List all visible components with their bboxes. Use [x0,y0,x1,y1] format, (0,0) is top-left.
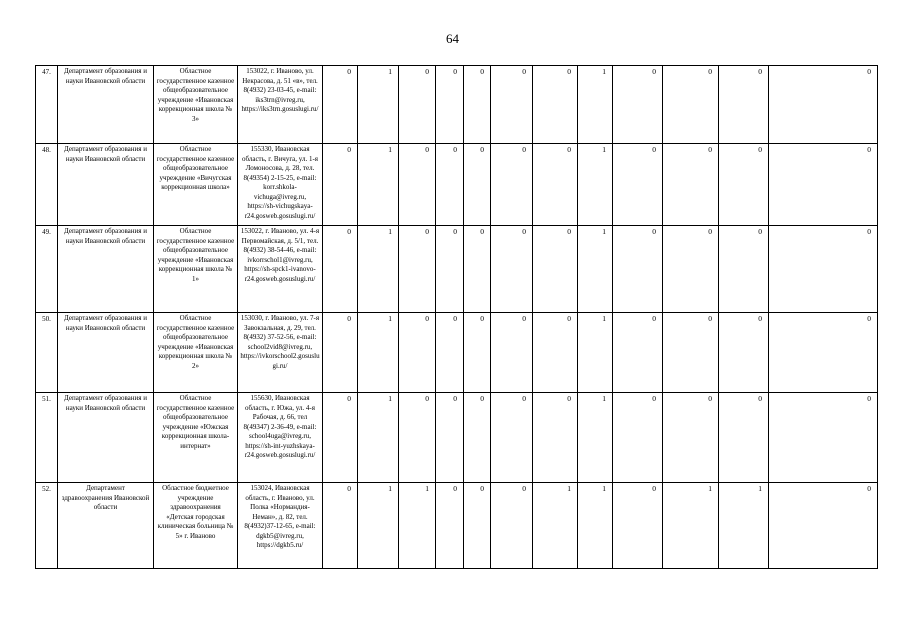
value-cell: 0 [663,313,719,393]
value-cell: 1 [358,313,399,393]
value-cell: 0 [719,313,769,393]
table-row [36,66,878,144]
value-cell: 0 [491,226,533,313]
value-cell: 0 [436,66,464,144]
value-cell: 0 [436,393,464,483]
table-body [36,66,878,569]
value-cell: 0 [323,226,358,313]
value-cell: 0 [464,226,491,313]
value-cell: 0 [533,144,578,226]
value-cell: 0 [399,226,436,313]
founder-cell: Департамент здравоохранения Ивановской области [58,483,154,569]
value-cell: 1 [578,313,613,393]
value-cell: 0 [399,393,436,483]
value-cell: 0 [719,226,769,313]
value-cell: 0 [491,393,533,483]
contacts-cell: 153024, Ивановская область, г. Иваново, ул. Полка «Нормандия-Неман», д. 82, тел. 8(4932)37-12-65, e-mail: dgkb5@ivreg.ru, https://dgkb5.ru/ [238,483,323,569]
value-cell: 1 [719,483,769,569]
value-cell: 0 [533,313,578,393]
value-cell: 1 [358,66,399,144]
contacts-cell: 153022, г. Иваново, ул. 4-я Первомайская, д. 5/1, тел. 8(4932) 38-54-46, e-mail: ivkorrschol1@ivreg.ru, https://sh-spck1-ivanovo-r24.gosweb.gosuslugi.ru/ [238,226,323,313]
value-cell: 0 [769,226,878,313]
value-cell: 0 [613,313,663,393]
value-cell: 0 [491,483,533,569]
value-cell: 0 [613,483,663,569]
value-cell: 0 [719,144,769,226]
value-cell: 1 [358,483,399,569]
contacts-cell: 153030, г. Иваново, ул. 7-я Завокзальная, д. 29, тел. 8(4932) 37-52-56, e-mail: school2vid8@ivreg.ru, https://ivkorschool2.gosuslugi.ru/ [238,313,323,393]
founder-cell: Департамент образования и науки Ивановской области [58,66,154,144]
value-cell: 0 [491,313,533,393]
page-number: 64 [446,31,459,46]
row-number-cell: 47. [36,66,58,144]
value-cell: 0 [491,66,533,144]
value-cell: 0 [464,313,491,393]
contacts-cell: 153022, г. Иваново, ул. Некрасова, д. 51 «в», тел. 8(4932) 23-03-45, e-mail: iks3trn@ivreg.ru, https://iks3trn.gosuslugi.ru/ [238,66,323,144]
value-cell: 0 [769,483,878,569]
row-number-cell: 50. [36,313,58,393]
value-cell: 0 [436,226,464,313]
value-cell: 0 [663,66,719,144]
value-cell: 0 [464,66,491,144]
table-row [36,483,878,569]
value-cell: 0 [533,226,578,313]
value-cell: 0 [399,66,436,144]
value-cell: 0 [613,226,663,313]
value-cell: 0 [769,66,878,144]
founder-cell: Департамент образования и науки Ивановской области [58,393,154,483]
table-row [36,144,878,226]
founder-cell: Департамент образования и науки Ивановской области [58,144,154,226]
value-cell: 1 [533,483,578,569]
value-cell: 0 [464,483,491,569]
value-cell: 0 [323,144,358,226]
table-row [36,313,878,393]
institutions-table [35,65,878,569]
value-cell: 0 [436,144,464,226]
contacts-cell: 155330, Ивановская область, г. Вичуга, ул. 1-я Ломоносова, д. 28, тел. 8(49354) 2-15-25, e-mail: korr.shkola-vichuga@ivreg.ru, https://sh-vichugskaya-r24.gosweb.gosuslugi.ru/ [238,144,323,226]
value-cell: 1 [399,483,436,569]
institution-cell: Областное бюджетное учреждение здравоохранения «Детская городская клиническая больница № 5» г. Иваново [154,483,238,569]
value-cell: 0 [436,483,464,569]
value-cell: 1 [358,144,399,226]
value-cell: 0 [399,313,436,393]
row-number-cell: 52. [36,483,58,569]
institution-cell: Областное государственное казенное общеобразовательное учреждение «Ивановская коррекционная школа № 3» [154,66,238,144]
value-cell: 0 [323,393,358,483]
value-cell: 0 [719,393,769,483]
value-cell: 0 [323,483,358,569]
value-cell: 1 [358,393,399,483]
row-number-cell: 51. [36,393,58,483]
contacts-cell: 155630, Ивановская область, г. Южа, ул. 4-я Рабочая, д. 66, тел 8(49347) 2-36-49, e-mail: school4uga@ivreg.ru, https://sh-int-yuzhskaya-r24.gosweb.gosuslugi.ru/ [238,393,323,483]
table-row [36,226,878,313]
value-cell: 0 [464,393,491,483]
value-cell: 0 [399,144,436,226]
value-cell: 0 [769,313,878,393]
value-cell: 0 [436,313,464,393]
institution-cell: Областное государственное казенное общеобразовательное учреждение «Ивановская коррекционная школа № 1» [154,226,238,313]
value-cell: 0 [533,66,578,144]
value-cell: 0 [464,144,491,226]
value-cell: 1 [578,66,613,144]
value-cell: 0 [613,66,663,144]
founder-cell: Департамент образования и науки Ивановской области [58,226,154,313]
table-row [36,393,878,483]
value-cell: 1 [663,483,719,569]
value-cell: 0 [769,393,878,483]
value-cell: 1 [578,144,613,226]
value-cell: 1 [358,226,399,313]
value-cell: 0 [719,66,769,144]
value-cell: 0 [323,66,358,144]
value-cell: 0 [533,393,578,483]
value-cell: 0 [323,313,358,393]
institution-cell: Областное государственное казенное общеобразовательное учреждение «Вичугская коррекционная школа» [154,144,238,226]
value-cell: 0 [491,144,533,226]
value-cell: 0 [663,393,719,483]
institution-cell: Областное государственное казенное общеобразовательное учреждение «Южская коррекционная школа-интернат» [154,393,238,483]
value-cell: 1 [578,226,613,313]
value-cell: 1 [578,393,613,483]
value-cell: 0 [663,226,719,313]
row-number-cell: 48. [36,144,58,226]
value-cell: 0 [613,144,663,226]
row-number-cell: 49. [36,226,58,313]
value-cell: 0 [769,144,878,226]
institution-cell: Областное государственное казенное общеобразовательное учреждение «Ивановская коррекционная школа № 2» [154,313,238,393]
value-cell: 0 [613,393,663,483]
founder-cell: Департамент образования и науки Ивановской области [58,313,154,393]
value-cell: 1 [578,483,613,569]
value-cell: 0 [663,144,719,226]
